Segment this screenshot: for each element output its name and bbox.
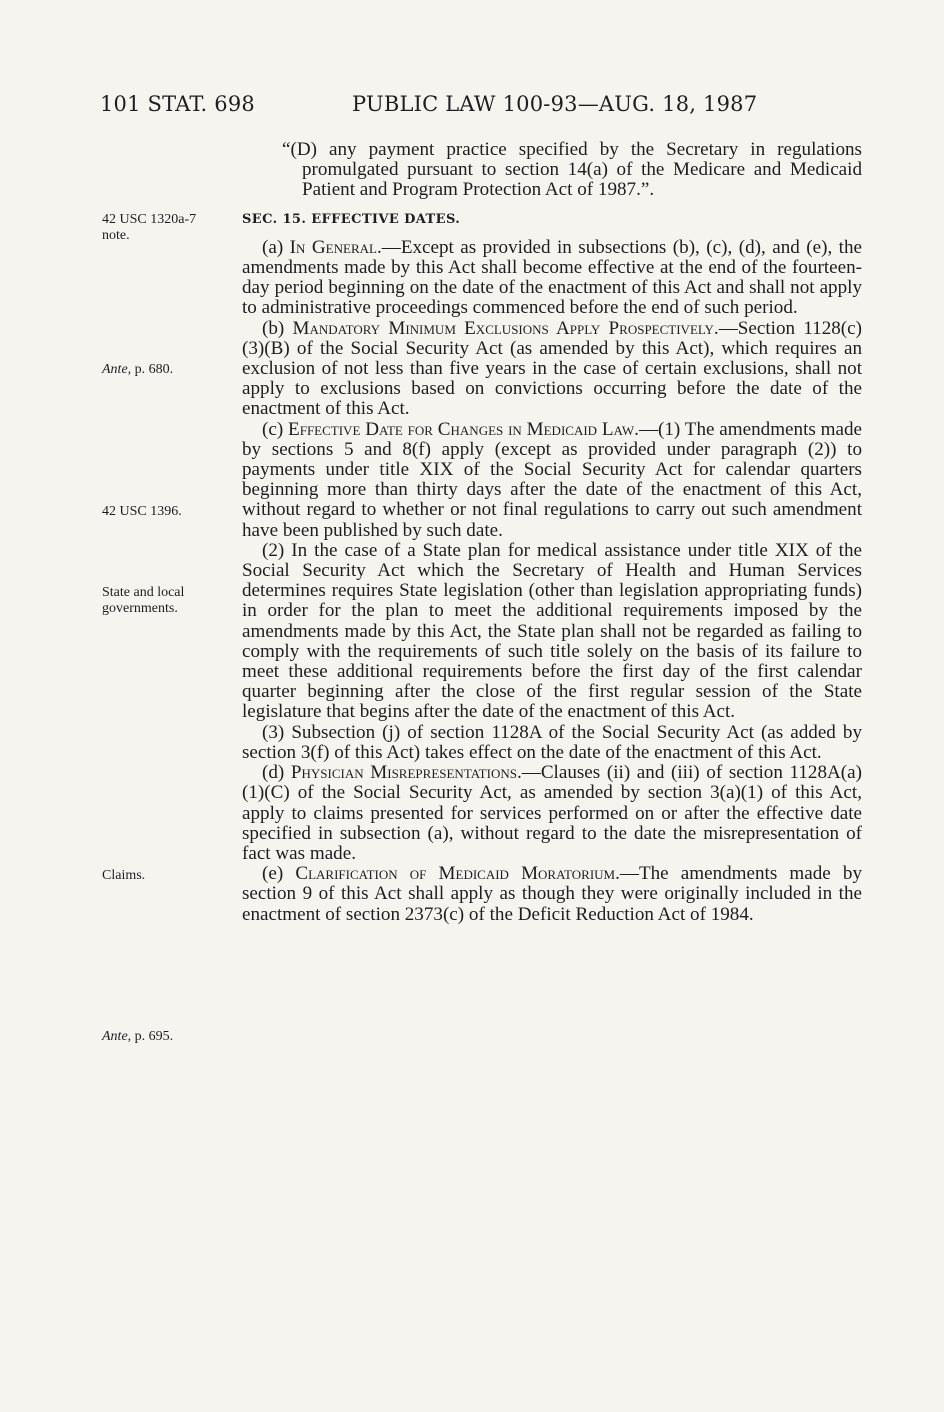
- subsection-text: —Section 1128(c)(3)(B) of the Social Security Act (as amended by this Act), which requires an exclusion of not less than five years in the case of certain exclusions, shall not apply to exclusions based on convictions occurring before the date of the enactment of this Act.: [242, 317, 862, 420]
- subsection-text: —(1) The amendments made by sections 5 and 8(f) apply (except as provided under paragraph (2)) to payments under title XIX of the Social Security Act for calendar quarters beginning more than thirty days after the date of the enactment of this Act, without regard to whether or not final regulations to carry out such amendment have been published by such date.: [242, 418, 862, 541]
- subsection-heading: Effective Date for Changes in Medicaid Law.: [288, 418, 639, 440]
- running-header-title: PUBLIC LAW 100-93—AUG. 18, 1987: [352, 92, 758, 116]
- subsection-text: —The amendments made by section 9 of this Act shall apply as though they were originally included in the enactment of section 2373(c) of the Deficit Reduction Act of 1984.: [242, 863, 863, 925]
- statute-text: [242, 140, 862, 925]
- stat-page-number: 101 STAT. 698: [100, 92, 255, 116]
- quoted-clause-d: “(D) any payment practice specified by the Secretary in regulations promulgated pursuant to section 14(a) of the Medicare and Medicaid Patient and Program Protection Act of 1987.”.: [282, 139, 862, 201]
- ante-label: Ante,: [102, 362, 132, 377]
- ante-label: Ante,: [102, 1029, 132, 1044]
- subsection-text: —Except as provided in subsections (b), (c), (d), and (e), the amendments made by this Act shall become effective at the end of the fourteen-day period beginning on the date of the enactment of this Act and shall not apply to administrative proceedings commenced before the end of such period.: [242, 236, 862, 319]
- subsection-text: —Clauses (ii) and (iii) of section 1128A(a)(1)(C) of the Social Security Act, as amended by section 3(a)(1) of this Act, apply to claims presented for services performed on or after the effective date specified in subsection (a), without regard to the date the misrepresentation of fact was made.: [242, 762, 862, 864]
- subsection-c: [242, 420, 862, 541]
- ante-page: p. 695.: [134, 1029, 174, 1044]
- subsection-label: (b): [262, 317, 285, 339]
- subsection-heading: Mandatory Minimum Exclusions Apply Prospectively.: [292, 317, 719, 339]
- paragraph-c-2: (2) In the case of a State plan for medical assistance under title XIX of the Social Security Act which the Secretary of Health and Human Services determines requires State legislation (other than legislation appropriating funds) in order for the plan to meet the additional requirements imposed by the amendments made by this Act, the State plan shall not be regarded as failing to comply with the requirements of such title solely on the basis of its failure to meet these additional requirements before the first day of the first calendar quarter beginning after the close of the first regular session of the State legislature that begins after the date of the enactment of this Act.: [242, 539, 862, 723]
- margin-note-ante-680: [102, 362, 222, 378]
- margin-note-42-usc-1320a-7: 42 USC 1320a-7 note.: [102, 212, 197, 243]
- subsection-label: (e): [262, 863, 284, 885]
- margin-note-42-usc-1396: 42 USC 1396.: [102, 504, 182, 519]
- subsection-heading: Clarification of Medicaid Moratorium.: [295, 863, 620, 885]
- margin-note-ante-695: [102, 1029, 222, 1045]
- subsection-heading: Physician Misrepresentations.: [290, 762, 522, 784]
- subsection-d: [242, 763, 862, 864]
- subsection-heading: In General.: [289, 236, 382, 258]
- subsection-b: [242, 319, 862, 420]
- subsection-label: (a): [262, 236, 284, 258]
- margin-note-state-local-governments: State and local governments.: [102, 585, 185, 616]
- subsection-label: (c): [262, 418, 284, 440]
- subsection-label: (d): [262, 762, 285, 784]
- subsection-e: [242, 864, 862, 925]
- section-heading: SEC. 15. EFFECTIVE DATES.: [242, 211, 461, 227]
- paragraph-c-3: (3) Subsection (j) of section 1128A of the Social Security Act (as added by section 3(f) of this Act) takes effect on the date of the enactment of this Act.: [242, 721, 862, 763]
- ante-page: p. 680.: [134, 362, 174, 377]
- margin-note-claims: Claims.: [102, 868, 146, 883]
- subsection-a: [242, 238, 862, 319]
